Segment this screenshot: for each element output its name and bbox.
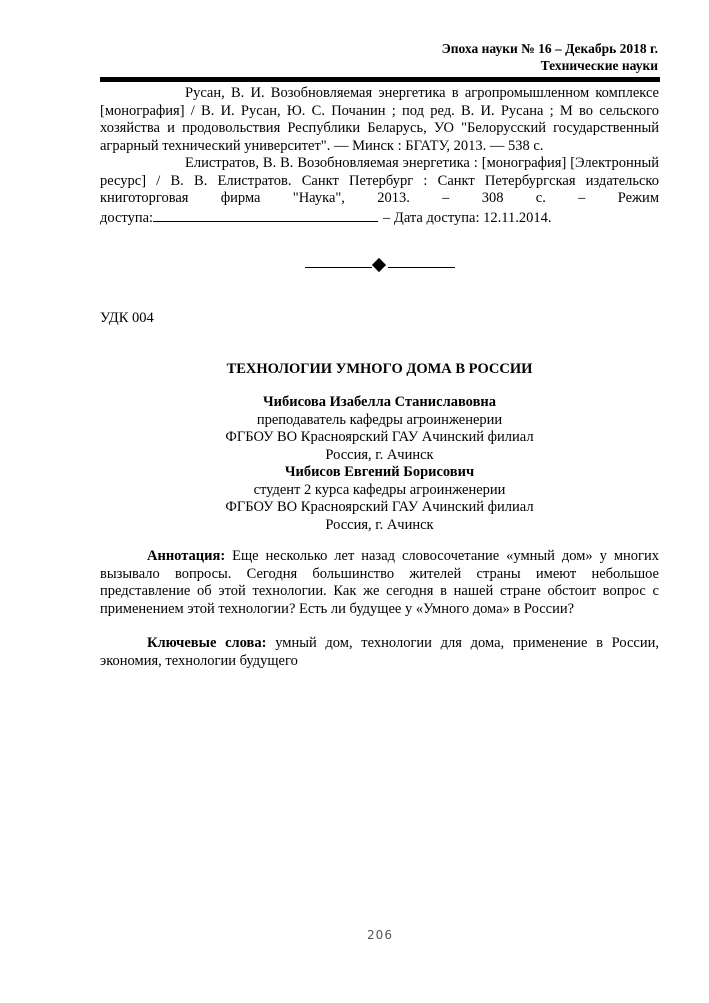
author-block [100,394,659,534]
access-url-underline [153,208,378,222]
author-1-position: преподаватель кафедры агроинженерии [256,411,503,428]
article-title: ТЕХНОЛОГИИ УМНОГО ДОМА В РОССИИ [226,360,533,377]
page-content [100,85,659,670]
journal-issue: Эпоха науки № 16 – Декабрь 2018 г. [441,41,658,56]
keywords-label: Ключевые слова: [147,635,267,651]
reference-1: Русан, В. И. Возобновляемая энергетика в агропромышленном комплексе [монография] / В. И. Русан, Ю. С. Почанин ; под ред. В. И. Русана ; М во сельского хозяйства и продовольствия Республики Беларусь, УО "Белорусский государственный аграрный технический университет". — Минск : БГАТУ, 2013. — 538 с. [100,85,659,154]
reference-2-access-line [100,208,659,228]
page-number: 206 [367,928,393,942]
author-2-position: студент 2 курса кафедры агроинженерии [253,481,506,498]
reference-2: Елистратов, В. В. Возобновляемая энергетика : [монография] [Электронный ресурс] / В. В. Елистратов. Санкт Петербург : Санкт Петербургская издательско книготорговая фирма "Наука", 2013. – 308 с. – Режим [100,155,659,206]
divider-line-right [388,267,455,268]
abstract-label: Аннотация: [147,548,226,564]
running-header [442,40,658,74]
divider-line-left [305,267,372,268]
header-rule [100,77,660,82]
journal-section: Технические науки [540,58,658,73]
author-1-affiliation: ФГБОУ ВО Красноярский ГАУ Ачинский филиал [225,429,534,445]
diamond-icon [372,258,386,272]
author-2-location: Россия, г. Ачинск [325,516,434,533]
abstract [100,548,659,618]
access-date: – Дата доступа: 12.11.2014. [383,209,552,226]
author-2-name: Чибисов Евгений Борисович [284,464,475,480]
udk-code: УДК 004 [100,310,154,326]
keywords-text: умный дом, технологии для дома, применение в России, экономия, технологии будущего [100,635,660,669]
author-2-affiliation: ФГБОУ ВО Красноярский ГАУ Ачинский филиал [225,499,534,515]
author-1-location: Россия, г. Ачинск [325,446,434,463]
abstract-text: Еще несколько лет назад словосочетание «умный дом» у многих вызывало вопросы. Сегодня большинство жителей страны имеют небольшое представление об этой технологии. Как же сегодня в нашей стране обстоит вопрос с применением этой технологии? Есть ли будущее у «Умного дома» в России? [100,548,659,617]
access-label: доступа: [100,209,154,226]
section-divider [100,257,659,277]
author-1-name: Чибисова Изабелла Станиславовна [262,394,497,410]
keywords [100,635,659,670]
